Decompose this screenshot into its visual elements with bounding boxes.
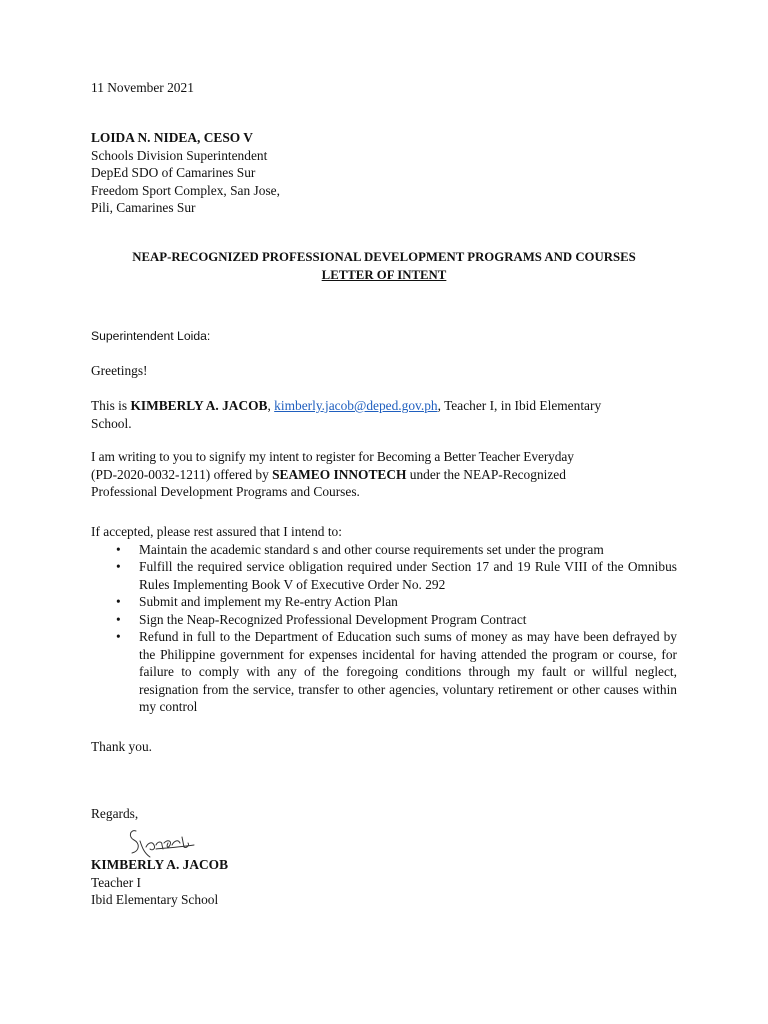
- thanks: Thank you.: [91, 739, 152, 754]
- heading-line-1: NEAP-RECOGNIZED PROFESSIONAL DEVELOPMENT PROGRAMS AND COURSES: [132, 250, 636, 264]
- bullet-icon: •: [116, 594, 121, 609]
- list-item: • Fulfill the required service obligation required under Section 17 and 19 Rule VIII of the Omnibus Rules Implementing Book V of Executive Order No. 292: [116, 559, 677, 592]
- program-provider: SEAMEO INNOTECH: [272, 466, 407, 482]
- list-item: • Submit and implement my Re-entry Action Plan: [116, 594, 398, 609]
- recipient-office: DepEd SDO of Camarines Sur: [91, 165, 256, 180]
- letter-date: 11 November 2021: [91, 80, 194, 95]
- commitments-list: [91, 541, 677, 716]
- list-item: • Maintain the academic standard s and other course requirements set under the program: [116, 541, 604, 557]
- sender-name: KIMBERLY A. JACOB: [91, 857, 229, 872]
- sender-name-inline: KIMBERLY A. JACOB: [130, 398, 268, 413]
- recipient-title: Schools Division Superintendent: [91, 147, 268, 163]
- list-item: • Sign the Neap-Recognized Professional Development Program Contract: [116, 611, 527, 627]
- sender-block: [91, 856, 677, 909]
- recipient-address-1: Freedom Sport Complex, San Jose,: [91, 182, 280, 198]
- recipient-block: [91, 129, 677, 217]
- heading-line-2: LETTER OF INTENT: [321, 267, 447, 282]
- closing: Regards,: [91, 806, 139, 821]
- email-link[interactable]: kimberly.jacob@deped.gov.ph: [274, 398, 438, 413]
- bullet-icon: •: [116, 541, 121, 557]
- commitments-intro: If accepted, please rest assured that I intend to:: [91, 524, 342, 539]
- intro-paragraph: This is KIMBERLY A. JACOB, kimberly.jacob@deped.gov.ph, Teacher I, in Ibid Elementary School.: [91, 398, 602, 431]
- commitments-section: [91, 523, 677, 716]
- recipient-name: LOIDA N. NIDEA, CESO V: [91, 130, 253, 145]
- bullet-icon: •: [116, 611, 121, 627]
- salutation: Superintendent Loida:: [91, 329, 211, 343]
- letter-heading: [81, 249, 687, 284]
- bullet-icon: •: [116, 559, 121, 574]
- recipient-address-2: Pili, Camarines Sur: [91, 200, 196, 215]
- list-item: • Refund in full to the Department of Education such sums of money as may have been defrayed by the Philippine government for expenses incidental for having attended the program or course, for failure to comply with any of the foregoing conditions through my fault or willful neglect, resignation from the service, transfer to other agencies, voluntary retirement or other causes within my control: [116, 629, 677, 714]
- bullet-icon: •: [116, 629, 121, 644]
- intent-paragraph: I am writing to you to signify my intent to register for Becoming a Better Teacher Everyday (PD-2020-0032-1211) offered by SEAMEO INNOTECH under the NEAP-Recognized Professional Development Programs and Courses.: [91, 449, 574, 499]
- sender-school: Ibid Elementary School: [91, 892, 219, 907]
- greeting: Greetings!: [91, 363, 148, 378]
- sender-position: Teacher I: [91, 874, 141, 890]
